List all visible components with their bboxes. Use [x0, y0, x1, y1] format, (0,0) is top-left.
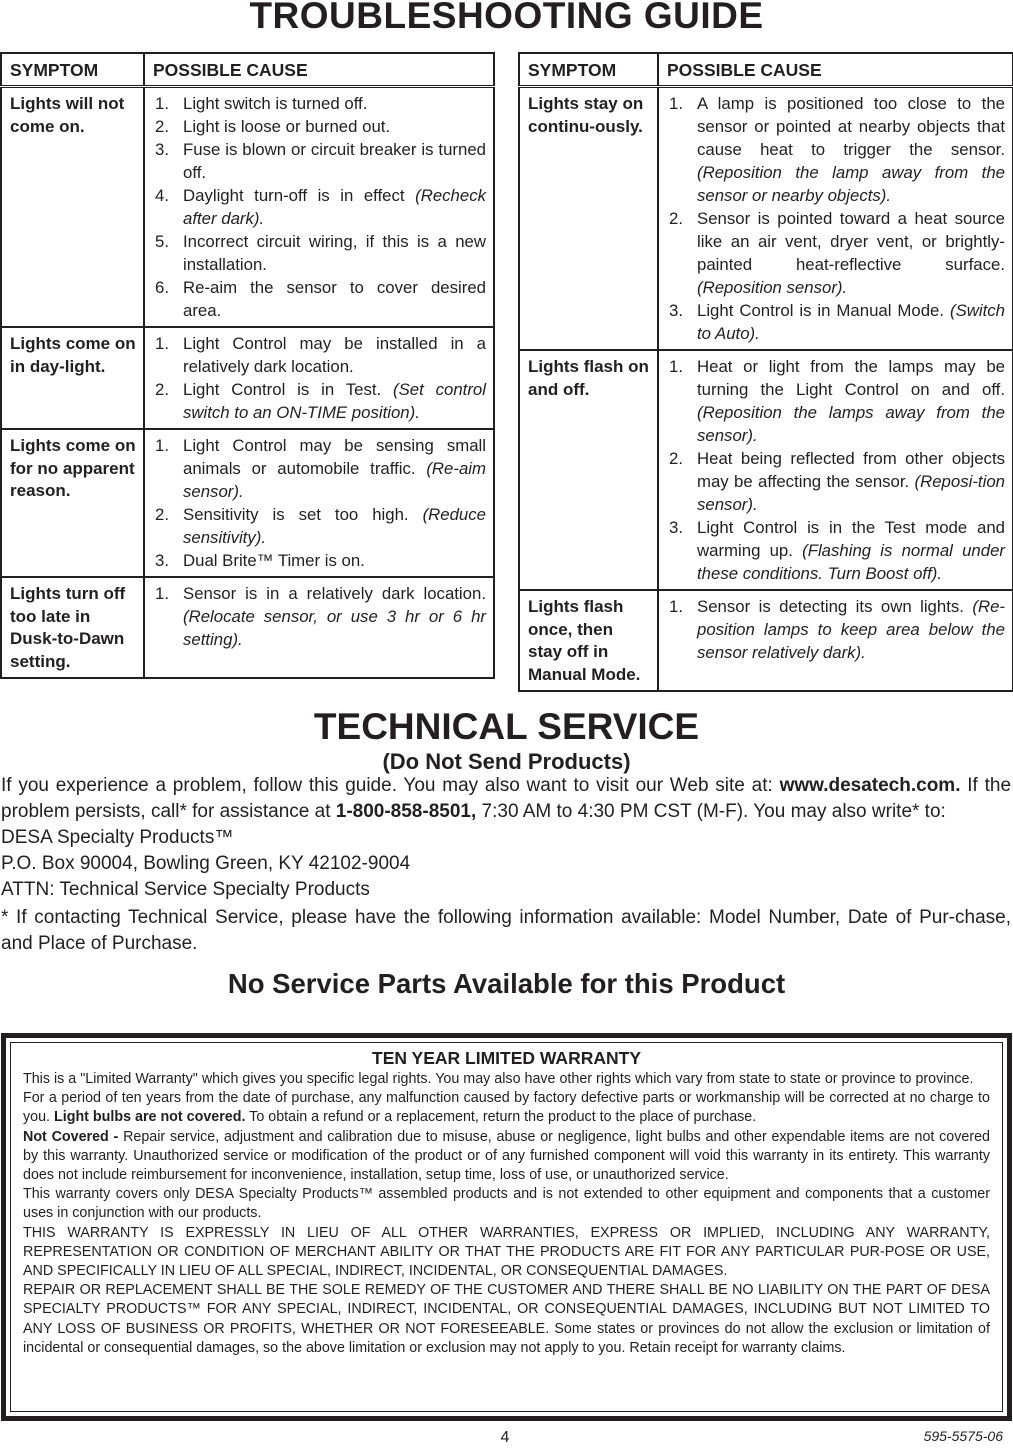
page-title: TROUBLESHOOTING GUIDE	[249, 0, 764, 36]
cause-item: 5. Incorrect circuit wiring, if this is a new installation.	[155, 232, 486, 274]
symptom-cell: Lights will not come on.	[1, 87, 144, 328]
symptom-cell: Lights stay on continu-ously.	[519, 87, 658, 351]
troubleshooting-table-left	[0, 52, 495, 679]
cause-item: 1. Heat or light from the lamps may be turning the Light Control on and off. (Reposition the lamps away from the sensor).	[669, 357, 1005, 445]
warranty-paragraph: This warranty covers only DESA Specialty Products™ assembled products and is not extended to other equipment and components that a customer uses in conjunction with our products.	[23, 1186, 990, 1222]
cause-cell	[144, 429, 494, 577]
cause-item: 1. Sensor is in a relatively dark location. (Relocate sensor, or use 3 hr or 6 hr setting).	[155, 584, 486, 649]
table-row	[519, 350, 1013, 590]
table-row	[519, 590, 1013, 691]
cause-item: 2. Sensor is pointed toward a heat source like an air vent, dryer vent, or brightly-painted heat-reflective surface. (Reposition sensor).	[669, 209, 1005, 297]
cause-cell	[144, 577, 494, 678]
cause-item: 1. Light switch is turned off.	[155, 94, 368, 113]
cause-header: POSSIBLE CAUSE	[144, 53, 494, 87]
cause-item: 2. Light is loose or burned out.	[155, 117, 391, 136]
warranty-paragraph: REPAIR OR REPLACEMENT SHALL BE THE SOLE REMEDY OF THE CUSTOMER AND THERE SHALL BE NO LIABILITY ON THE PART OF DESA SPECIALTY PRODUCTS™ FOR ANY SPECIAL, INDIRECT, INCIDENTAL, OR CONSEQUENTIAL DAMAGES, INCLUDING BUT NOT LIMITED TO ANY LOSS OF BUSINESS OR PROFITS, WHETHER OR NOT FORESEEABLE. Some states or provinces do not allow the exclusion or limitation of incidental or consequential damages, so the above limitation or exclusion may not apply to you. Retain receipt for warranty claims.	[23, 1282, 990, 1356]
symptom-cell: Lights come on for no apparent reason.	[1, 429, 144, 577]
cause-item: 2. Sensitivity is set too high. (Reduce sensitivity).	[155, 505, 486, 547]
symptom-cell: Lights flash on and off.	[519, 350, 658, 590]
phone-number: 1-800-858-8501,	[335, 801, 477, 822]
cause-item: 2. Light Control is in Test. (Set control switch to an ON-TIME position).	[155, 380, 486, 422]
page-number: 4	[500, 1429, 510, 1446]
warranty-paragraph: THIS WARRANTY IS EXPRESSLY IN LIEU OF ALL OTHER WARRANTIES, EXPRESS OR IMPLIED, INCLUDING ANY WARRANTY, REPRESENTATION OR CONDITION OF MERCHANT ABILITY OR THAT THE PRODUCTS ARE FIT FOR ANY PARTICULAR PUR-POSE OR USE, AND SPECIFICALLY IN LIEU OF ALL SPECIAL, INDIRECT, INCIDENTAL, OR CONSEQUENTIAL DAMAGES.	[23, 1224, 990, 1280]
address-line-2: P.O. Box 90004, Bowling Green, KY 42102-9004	[1, 853, 411, 874]
cause-item: 3. Light Control is in Manual Mode. (Switch to Auto).	[669, 301, 1005, 343]
cause-item: 1. Light Control may be installed in a relatively dark location.	[155, 334, 486, 376]
warranty-paragraph: This is a "Limited Warranty" which gives you specific legal rights. You may also have other rights which vary from state to state or province to province.	[23, 1071, 974, 1087]
cause-item: 3. Fuse is blown or circuit breaker is turned off.	[155, 140, 486, 182]
symptom-cell: Lights flash once, then stay off in Manual Mode.	[519, 590, 658, 691]
table-row	[1, 577, 494, 678]
symptom-header: SYMPTOM	[519, 53, 658, 87]
cause-item: 4. Daylight turn-off is in effect (Recheck after dark).	[155, 186, 486, 228]
cause-cell	[658, 350, 1013, 590]
warranty-paragraph: For a period of ten years from the date of purchase, any malfunction caused by factory defective parts or workmanship will be corrected at no charge to you. Light bulbs are not covered. To obtain a refund or a replacement, return the product to the place of purchase.	[23, 1090, 990, 1126]
cause-cell	[658, 590, 1013, 691]
cause-cell	[658, 87, 1013, 351]
cause-cell	[144, 87, 494, 328]
warranty-box	[1, 1033, 1012, 1421]
cause-item: 1. Sensor is detecting its own lights. (Re-position lamps to keep area below the sensor relatively dark).	[669, 597, 1005, 662]
address-line-1: DESA Specialty Products™	[1, 827, 234, 848]
tech-note: * If contacting Technical Service, please have the following information available: Model Number, Date of Pur-chase, and Place of Purchase.	[1, 907, 1011, 954]
symptom-cell: Lights come on in day-light.	[1, 327, 144, 429]
cause-cell	[144, 327, 494, 429]
cause-item: 1. A lamp is positioned too close to the sensor or pointed at nearby objects that cause heat to trigger the sensor. (Reposition the lamp away from the sensor or nearby objects).	[669, 94, 1005, 205]
technical-service-title: TECHNICAL SERVICE	[313, 706, 700, 747]
technical-service-body	[1, 773, 1011, 957]
symptom-header: SYMPTOM	[1, 53, 144, 87]
website-link[interactable]: www.desatech.com.	[779, 775, 961, 796]
table-row	[519, 87, 1013, 351]
table-row	[1, 87, 494, 328]
table-row	[1, 429, 494, 577]
cause-item: 3. Light Control is in the Test mode and warming up. (Flashing is normal under these conditions. Turn Boost off).	[669, 518, 1005, 583]
cause-item: 6. Re-aim the sensor to cover desired area.	[155, 278, 486, 320]
troubleshooting-table-right	[518, 52, 1013, 692]
cause-item: 2. Heat being reflected from other objects may be affecting the sensor. (Reposi-tion sensor).	[669, 449, 1005, 514]
table-row	[1, 327, 494, 429]
document-code: 595-5575-06	[923, 1428, 1003, 1444]
tech-paragraph: If you experience a problem, follow this guide. You may also want to visit our Web site at: www.desatech.com. If the problem persists, call* for assistance at 1-800-858-8501, 7:30 AM to 4:30 PM CST (M-F). You may also write* to:	[1, 775, 1012, 822]
cause-item: 3. Dual Brite™ Timer is on.	[155, 551, 365, 570]
warranty-title: TEN YEAR LIMITED WARRANTY	[372, 1048, 641, 1068]
cause-header: POSSIBLE CAUSE	[658, 53, 1013, 87]
symptom-cell: Lights turn off too late in Dusk-to-Dawn setting.	[1, 577, 144, 678]
warranty-paragraph: Not Covered - Repair service, adjustment and calibration due to misuse, abuse or negligence, light bulbs and other expendable items are not covered by this warranty. Unauthorized service or modification of the product or of any furnished component will void this warranty in its entirety. This warranty does not include reimbursement for inconvenience, installation, setup time, loss of use, or unauthorized service.	[23, 1128, 990, 1184]
cause-item: 1. Light Control may be sensing small animals or automobile traffic. (Re-aim sensor).	[155, 436, 486, 501]
technical-service-subtitle: (Do Not Send Products)	[382, 749, 631, 774]
address-line-3: ATTN: Technical Service Specialty Products	[1, 879, 370, 900]
no-service-parts-heading: No Service Parts Available for this Product	[227, 968, 786, 999]
